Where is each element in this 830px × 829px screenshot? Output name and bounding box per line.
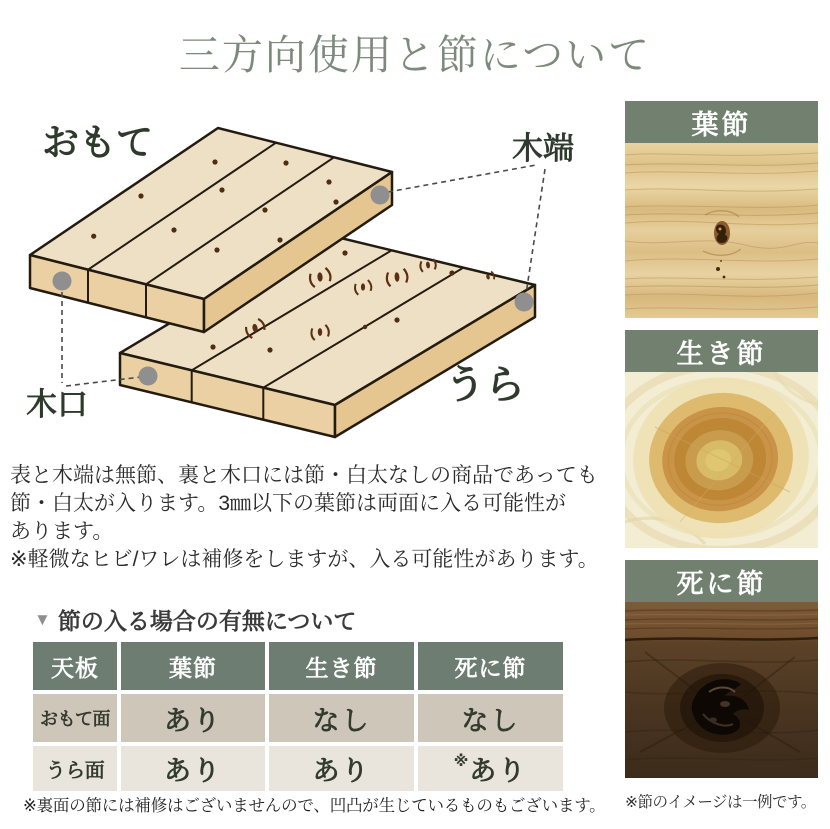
table-header-cell: 死に節 — [418, 642, 563, 690]
knot-sample-panel — [625, 101, 818, 812]
table-cell: あり — [121, 694, 265, 742]
description-paragraph — [10, 462, 628, 574]
live-knot-photo — [625, 372, 818, 548]
knot-presence-table — [33, 642, 563, 791]
panel-footnote: ※節のイメージは一例です。 — [625, 794, 816, 811]
table-heading — [34, 603, 356, 636]
table-footnote: ※裏面の節には補修はございませんので、凹凸が生じているものもございます。 — [23, 797, 606, 815]
knot-card-title: 死に節 — [625, 560, 818, 602]
table-cell: あり — [121, 746, 265, 791]
knot-card-leaf — [625, 101, 818, 318]
description-line: あります。 — [10, 520, 114, 543]
page-title: 三方向使用と節について — [178, 32, 652, 78]
triangle-marker-icon: ▼ — [34, 609, 51, 629]
table-header-cell: 葉節 — [121, 642, 265, 690]
table-header-cell: 天板 — [33, 642, 117, 690]
dead-knot-photo — [625, 602, 818, 778]
front-face-label: おもて — [42, 122, 153, 163]
leaf-knot-photo — [625, 143, 818, 318]
knot-card-live — [625, 330, 818, 548]
table-header-cell: 生き節 — [269, 642, 414, 690]
asterisk-mark: ※ — [453, 752, 469, 770]
edge-marker-icon — [371, 186, 390, 205]
description-line: 表と木端は無節、裏と木口には節・白太なしの商品であっても — [10, 464, 598, 487]
board-diagram — [0, 95, 620, 450]
end-marker-icon — [53, 272, 72, 291]
table-row-label: おもて面 — [33, 694, 117, 742]
edge-face-label: 木端 — [512, 131, 574, 166]
knot-card-title: 葉節 — [625, 101, 818, 143]
knot-card-title: 生き節 — [625, 330, 818, 372]
knot-card-dead — [625, 560, 818, 778]
description-line: 節・白太が入ります。3㎜以下の葉節は両面に入る可能性が — [10, 492, 566, 515]
table-heading-text: 節の入る場合の有無について — [57, 608, 357, 634]
back-face-label: うら — [445, 363, 525, 407]
table-row-label: うら面 — [33, 746, 117, 791]
end-marker-icon — [139, 367, 158, 386]
table-cell-text: あり — [469, 756, 528, 786]
edge-marker-icon — [515, 293, 534, 312]
table-cell — [418, 746, 563, 791]
description-line: ※軽微なヒビ/ワレは補修をしますが、入る可能性があります。 — [10, 548, 599, 571]
table-cell: なし — [418, 694, 563, 742]
board-diagram-svg — [0, 95, 620, 445]
table-cell: なし — [269, 694, 414, 742]
end-face-label: 木口 — [26, 387, 88, 422]
table-cell: あり — [269, 746, 414, 791]
